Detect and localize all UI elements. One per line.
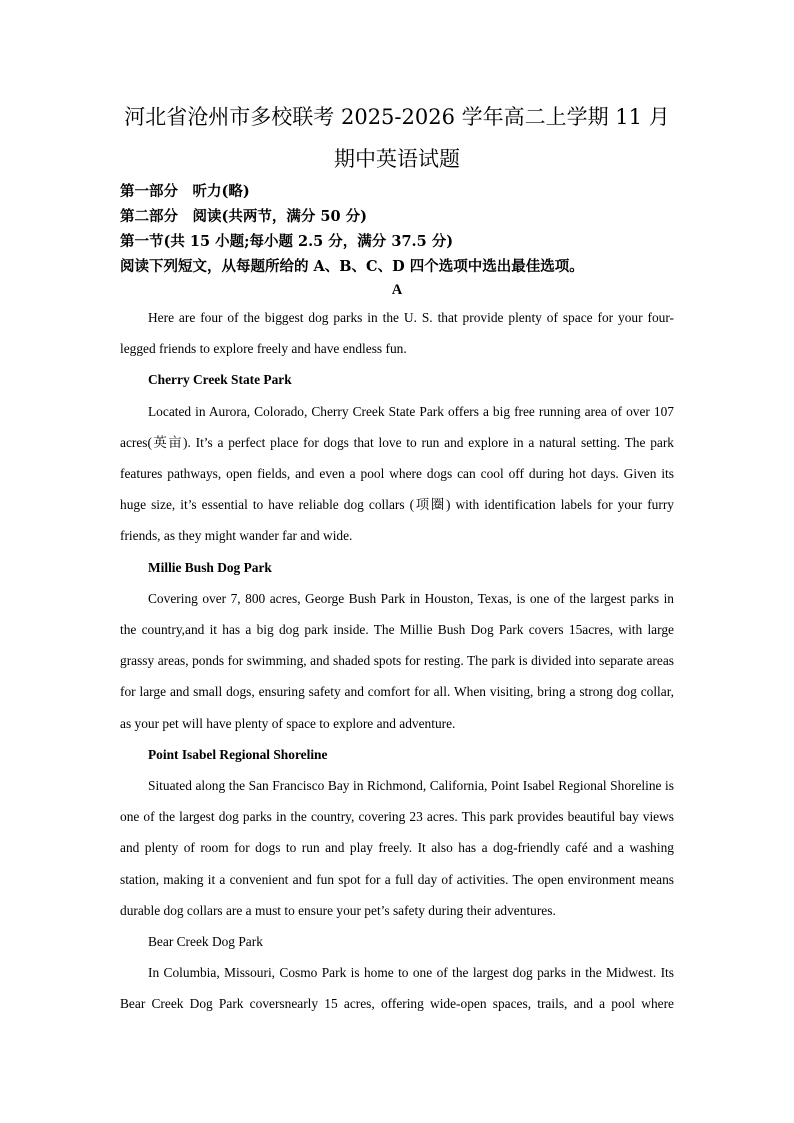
passage-body xyxy=(120,302,674,1020)
section-reading: 第二部分 阅读(共两节，满分 50 分) xyxy=(120,208,367,225)
park3-paragraph: Situated along the San Francisco Bay in Richmond, California, Point Isabel Regional Shoreline is one of the largest dog parks in the country, covering 23 acres. This park provides beautiful bay views and plenty of room for dogs to run and play freely. It also has a dog-friendly café and a washing station, making it a convenient and fun spot for a full day of activities. The open environment means durable dog collars are a must to ensure your pet’s safety during their adventures. xyxy=(120,778,674,918)
park1-paragraph: Located in Aurora, Colorado, Cherry Creek State Park offers a big free running area of over 107 acres(英亩). It’s a perfect place for dogs that love to run and explore in a natural setting. The park features pathways, open fields, and even a pool where dogs can cool off during hot days. Given its huge size, it’s essential to have reliable dog collars (项圈) with identification labels for your furry friends, as they might wander far and wide. xyxy=(120,403,674,544)
section-reading-part1: 第一节(共 15 小题;每小题 2.5 分，满分 37.5 分) xyxy=(120,233,454,250)
park2-paragraph: Covering over 7, 800 acres, George Bush Park in Houston, Texas, is one of the largest parks in the country,and it has a big dog park inside. The Millie Bush Dog Park covers 15acres, with large grassy areas, ponds for swimming, and shaded spots for resting. The park is divided into separate areas for large and small dogs, ensuring safety and comfort for all. When visiting, bring a strong dog collar, as your pet will have plenty of space to explore and adventure. xyxy=(120,590,674,731)
passage-letter: A xyxy=(391,282,403,298)
park2-heading: Millie Bush Dog Park xyxy=(148,559,272,575)
park3-heading: Point Isabel Regional Shoreline xyxy=(148,746,328,762)
park4-paragraph: In Columbia, Missouri, Cosmo Park is home to one of the largest dog parks in the Midwest. Its Bear Creek Dog Park coversnearly 15 acres, offering wide-open spaces, trails, and a pool where xyxy=(120,965,674,1012)
park1-heading: Cherry Creek State Park xyxy=(148,372,292,388)
document-title-line1: 河北省沧州市多校联考 2025-2026 学年高二上学期 11 月 xyxy=(124,105,670,129)
document-title-line2: 期中英语试题 xyxy=(334,147,460,171)
park4-heading: Bear Creek Dog Park xyxy=(148,934,263,950)
intro-paragraph: Here are four of the biggest dog parks in the U. S. that provide plenty of space for your four-legged friends to explore freely and have endless fun. xyxy=(120,310,674,357)
instruction-line: 阅读下列短文，从每题所给的 A、B、C、D 四个选项中选出最佳选项。 xyxy=(120,258,584,275)
section-listening: 第一部分 听力(略) xyxy=(120,183,250,200)
